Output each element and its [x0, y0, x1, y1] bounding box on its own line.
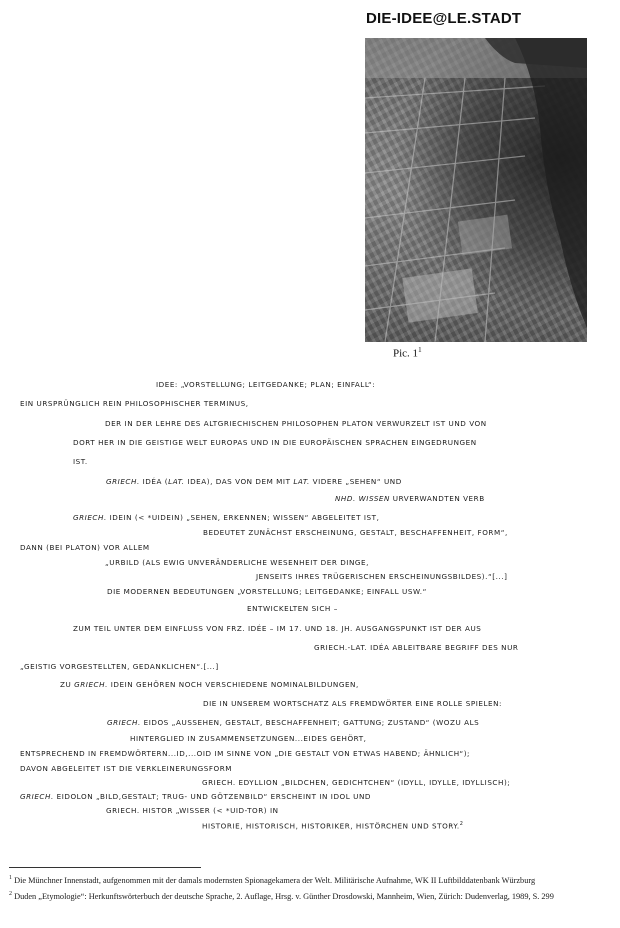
- body-line: GRIECH. HISTOR „WISSER (< *UID-TOR) IN: [106, 806, 279, 815]
- body-line: NHD. WISSEN URVERWANDTEN VERB: [335, 494, 485, 503]
- body-line: IST.: [73, 457, 88, 466]
- body-line: ZU GRIECH. IDEIN GEHÖREN NOCH VERSCHIEDENE NOMINALBILDUNGEN,: [60, 680, 359, 689]
- body-line: GRIECH. EDYLLION „BILDCHEN, GEDICHTCHEN“ (IDYLL, IDYLLE, IDYLLISCH);: [202, 778, 511, 787]
- figure-caption: Pic. $1^1$: [393, 346, 422, 360]
- body-line: DIE MODERNEN BEDEUTUNGEN „VORSTELLUNG; LEITGEDANKE; EINFALL USW.“: [107, 587, 427, 596]
- body-line: DANN (BEI PLATON) VOR ALLEM: [20, 543, 150, 552]
- body-line: GRIECH. IDÉA (LAT. IDEA), DAS VON DEM MIT LAT. VIDERE „SEHEN“ UND: [106, 477, 402, 486]
- body-line: „URBILD (ALS EWIG UNVERÄNDERLICHE WESENHEIT DER DINGE,: [105, 558, 369, 567]
- footnote-2: $^2$ Duden „Etymologie“: Herkunftswörterbuch der deutsche Sprache, 2. Auflage, Hrsg. v. Günther Drosdowski, Mannheim, Wien, Zürich: Dudenverlag, 1989, S. 299: [9, 891, 554, 901]
- body-line: ENTWICKELTEN SICH –: [247, 604, 338, 613]
- body-line: HISTORIE, HISTORISCH, HISTORIKER, HISTÖRCHEN UND STORY.$^2$: [202, 821, 464, 831]
- body-line: DIE IN UNSEREM WORTSCHATZ ALS FREMDWÖRTER EINE ROLLE SPIELEN:: [203, 699, 503, 708]
- body-line: DORT HER IN DIE GEISTIGE WELT EUROPAS UND IN DIE EUROPÄISCHEN SPRACHEN EINGEDRUNGEN: [73, 438, 477, 447]
- page-title: DIE-IDEE@LE.STADT: [366, 10, 522, 27]
- body-line: IDEE: „VORSTELLUNG; LEITGEDANKE; PLAN; EINFALL“:: [156, 380, 376, 389]
- body-line: JENSEITS IHRES TRÜGERISCHEN ERSCHEINUNGSBILDES).“[...]: [256, 572, 508, 581]
- body-line: BEDEUTET ZUNÄCHST ERSCHEINUNG, GESTALT, BESCHAFFENHEIT, FORM“,: [203, 528, 508, 537]
- body-line: DER IN DER LEHRE DES ALTGRIECHISCHEN PHILOSOPHEN PLATON VERWURZELT IST UND VON: [105, 419, 487, 428]
- footnote-divider: [9, 867, 201, 868]
- body-line: EIN URSPRÜNGLICH REIN PHILOSOPHISCHER TERMINUS,: [20, 399, 249, 408]
- body-line: GRIECH.-LAT. IDÉA ABLEITBARE BEGRIFF DES NUR: [314, 643, 519, 652]
- body-line: „GEISTIG VORGESTELLTEN, GEDANKLICHEN“.[...]: [20, 662, 219, 671]
- body-line: GRIECH. IDEIN (< *UIDEIN) „SEHEN, ERKENNEN; WISSEN“ ABGELEITET IST,: [73, 513, 380, 522]
- body-line: HINTERGLIED IN ZUSAMMENSETZUNGEN...EIDES GEHÖRT,: [130, 734, 367, 743]
- body-line: GRIECH. EIDOS „AUSSEHEN, GESTALT, BESCHAFFENHEIT; GATTUNG; ZUSTAND“ (WOZU ALS: [107, 718, 480, 727]
- footnote-1: $^1$ Die Münchner Innenstadt, aufgenommen mit der damals modernsten Spionagekamera der Welt. Militärische Aufnahme, WK II Luftbilddatenbank Würzburg: [9, 875, 536, 885]
- body-line: ZUM TEIL UNTER DEM EINFLUSS VON FRZ. IDÉE – IM 17. UND 18. JH. AUSGANGSPUNKT IST DER AUS: [73, 624, 482, 633]
- body-line: ENTSPRECHEND IN FREMDWÖRTERN...ID,...OID IM SINNE VON „DIE GESTALT VON ETWAS HABEND; ÄHNLICH“);: [20, 749, 471, 758]
- aerial-photo-graphic: [365, 38, 587, 342]
- body-line: DAVON ABGELEITET IST DIE VERKLEINERUNGSFORM: [20, 764, 233, 773]
- aerial-photo: [365, 38, 587, 342]
- body-line: GRIECH. EIDOLON „BILD,GESTALT; TRUG- UND GÖTZENBILD“ ERSCHEINT IN IDOL UND: [20, 792, 371, 801]
